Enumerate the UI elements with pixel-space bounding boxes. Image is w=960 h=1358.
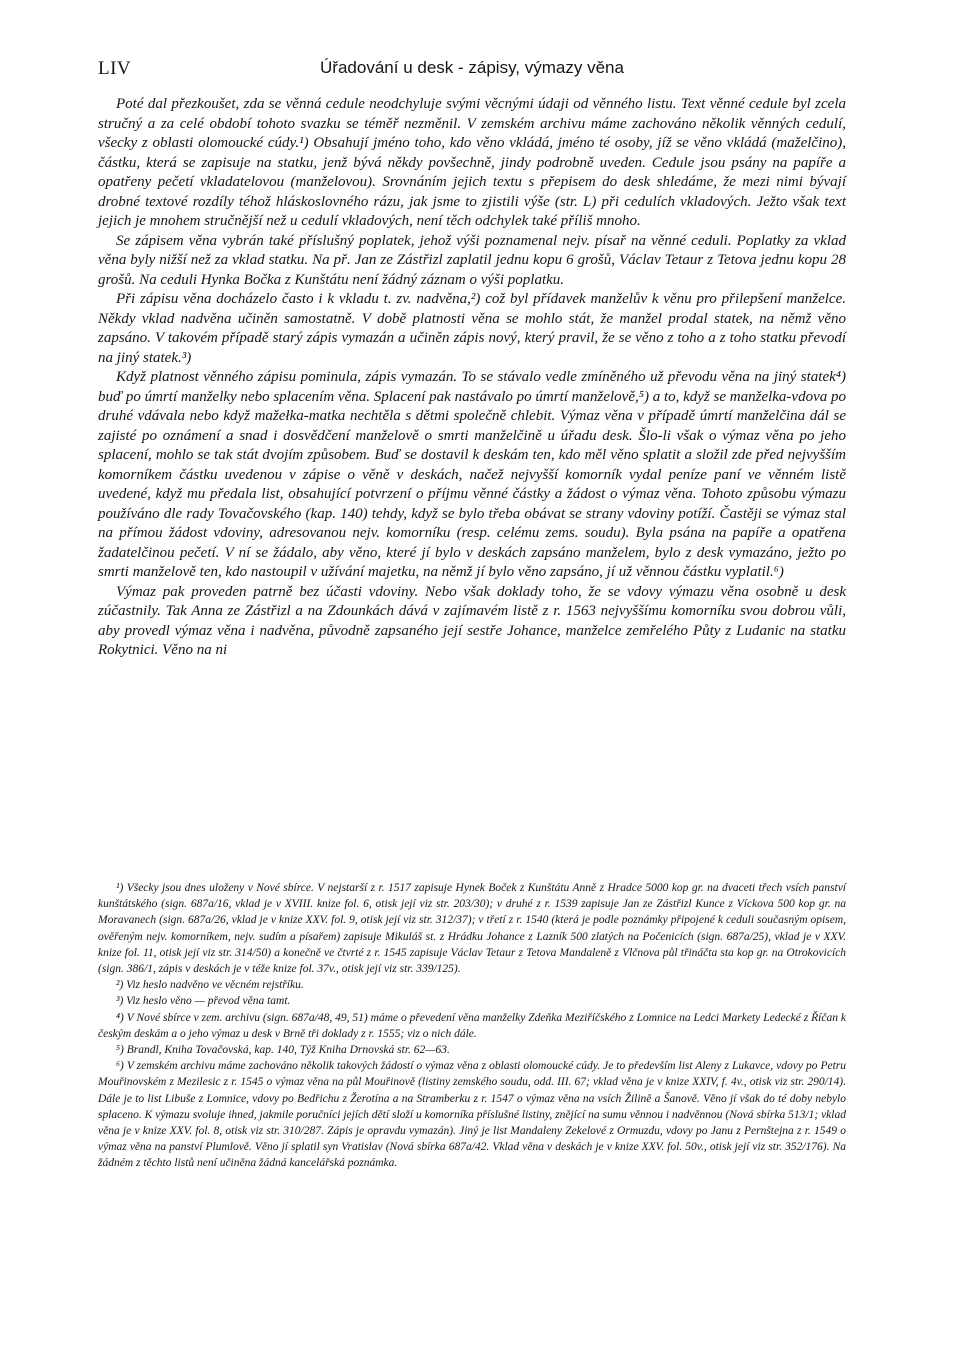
footnotes <box>98 880 846 1172</box>
page-number: LIV <box>98 58 132 79</box>
footnote: ⁶) V zemském archivu máme zachováno několik takových žádostí o výmaz věna z oblasti olomoucké cúdy. Je to především list Aleny z Lukavce, vdovy po Petru Mouřinovském z Mezilesic z r. 1545 o výmaz věna na půl Mouřinově (listiny zemského soudu, odd. III. 67; vklad věna je v knize XXIV, f. 4v., otisk viz str. 290/14). Dále je to list Libuše z Lomnice, vdovy po Bedřichu z Žerotína a na Stramberku z r. 1547 o výmaz věna na vsích Žilině a Šanově. Věno jí však do té doby nebylo splaceno. K výmazu svoluje ihned, jakmile poručníci jejích dětí složí u komorníka příslušné listiny, znějící na sumu věnnou i nadvěnnou (Nová sbírka 513/1; vklad věna je v knize XXV. fol. 8, otisk viz str. 310/287. Zápis je opravdu vymazán). Jiný je list Mandaleny Zekelové z Ormuzdu, vdovy po Janu z Pernštejna z r. 1549 o výmaz věna na panství Plumlově. Věno jí splatil syn Vratislav (Nová sbírka 687a/42. Vklad věna v deskách je v knize XXV. fol. 50v., otisk její viz str. 352/176). Na žádném z těchto listů není učiněna žádná kancelářská poznámka. <box>98 1060 846 1170</box>
main-text <box>98 95 846 661</box>
paragraph: Při zápisu věna docházelo často i k vkladu t. zv. nadvěna,²) což byl přídavek manželův k věnu pro přilepšení manželce. Někdy vklad nadvěna učiněn samostatně. V době platnosti věna se mohlo stát, že manžel prodal statek, na němž věno zapsáno. V takovém případě starý zápis vymazán a učiněn zápis nový, který pravil, že se věno z toho a z toho statku převodí na jiný statek.³) <box>98 291 846 366</box>
page-header <box>98 58 846 82</box>
paragraph: Když platnost věnného zápisu pominula, zápis vymazán. To se stávalo vedle zmíněného už převodu věna na jiný statek⁴) buď po úmrtí manželky nebo splacením věna. Splacení pak nastávalo po úmrtí manželově,⁵) a to, když se manželka-vdova po druhé vdávala nebo když mažełka-matka nechtěla s dětmi společně chlebit. Výmaz věna v případě úmrtí manželčina dál se zajisté po oznámení a snad i dosvědčení manželově o smrti manželčině u úřadu desk. Šlo-li však o výmaz věna po jeho splacení, mohlo se tak stát dvojím způsobem. Buď se dostavil k deskám ten, kdo měl věno splatit a složil zde před nejvyšším komorníkem částku uvedenou v zápise o věně v deskách, načež nejvyšší komorník vydal peníze paní ve věnném listě uvedené, když mu předala list, obsahující potvrzení o příjmu věnné částky a žádost o výmaz věna. Tohoto způsobu výmazu používáno dle rady Tovačovského (kap. 140) tehdy, když se bylo třeba obávat se strany vdoviny potíží. Častěji se výmaz stal na přímou žádost vdoviny, adresovanou nejv. komorníku (resp. celému zems. soudu). Byla psána na papíře a opatřena žadatelčinou pečetí. V ní se žádalo, aby věno, které jí bylo v deskách zapsáno manželem, bylo z desk vymazáno, ježto po smrti manželově ten, kdo nastoupil v užívání majetku, na němž jí bylo věno zapsáno, jí už věnnou částku vyplatil.⁶) <box>98 369 846 580</box>
paragraph: Výmaz pak proveden patrně bez účasti vdoviny. Nebo však doklady toho, že se vdovy výmazu věna osobně u desk zúčastnily. Tak Anna ze Zástřizl a na Zdounkách dává v zajímavém listě z r. 1563 nejvyššímu komorníku svou dobrou vůli, aby provedl výmaz věna i nadvěna, původně zapsaného její sestře Johance, manželce zemřelého Půty z Ludanic na statku Rokytnici. Věno na ni <box>98 583 846 658</box>
footnote: ¹) Všecky jsou dnes uloženy v Nové sbírce. V nejstarší z r. 1517 zapisuje Hynek Boček z Kunštátu Anně z Hradce 5000 kop gr. na dvaceti třech vsích panství kunštátského (sign. 687a/16, vklad je v XVIII. knize fol. 6, otisk její viz str. 203/30); v druhé z r. 1539 zapisuje Jan ze Zástřizl Kunce z Víckova 500 kop gr. na Moravanech (sign. 687a/26, vklad je v knize XXV. fol. 9, otisk její viz str. 312/37); v třetí z r. 1540 (která je podle poznámky připojené k ceduli současným opisem, ověřeným nejv. komorníkem, nejv. sudím a písařem) zapisuje Mikuláš st. z Hrádku Johance z Lazník 500 zlatých na Počenicích (sign. 687a/25), vklad je v XXV. knize fol. 11, otisk její viz str. 314/50) a konečně ve čtvrté z r. 1545 zapisuje Václav Tetaur z Tetova Mandaleně z Vlčnova půl třináčta sta kop gr. na Otrokovicích (sign. 386/1, zápis v deskách je v téže knize fol. 37v., otisk její viz str. 339/125). <box>98 882 846 976</box>
footnote: ⁵) Brandl, Kniha Tovačovská, kap. 140, Týž Kniha Drnovská str. 62—63. <box>116 1044 450 1057</box>
running-title: Úřadování u desk - zápisy, výmazy věna <box>320 58 624 77</box>
paragraph: Se zápisem věna vybrán také příslušný poplatek, jehož výši poznamenal nejv. písař na věnné ceduli. Poplatky za vklad věna byly nižší než za vklad statku. Na př. Jan ze Zástřizl zaplatil jednu kopu 6 grošů, Václav Tetaur z Tetova jednu kopu 28 grošů. Na ceduli Hynka Bočka z Kunštátu není žádný záznam o výši poplatku. <box>98 232 846 288</box>
footnote: ⁴) V Nové sbírce v zem. archivu (sign. 687a/48, 49, 51) máme o převedení věna manželky Zdeňka Meziříčského z Lomnice na Ledci Markety Ledecké z Říčan k českým deskám a o jeho výmaz u desk v Brně tři doklady z r. 1555; viz o nich dále. <box>98 1011 846 1040</box>
paragraph: Poté dal přezkoušet, zda se věnná cedule neodchyluje svými věcnými údaji od věnného listu. Text věnné cedule byl zcela stručný a za celé období tohoto svazku se téměř nezměnil. V zemském archivu máme zachováno několik věnných cedulí, všecky z oblasti olomoucké cúdy.¹) Obsahují jméno toho, kdo věno vkládá, jméno té osoby, jíž se věno vkládá (maželčino), částku, která se zapisuje na statku, jenž bývá někdy povšechně, jindy podrobně uveden. Cedule jsou psány na papíře a opatřeny pečetí vkladatelovou (manželovou). Srovnáním jejich textu s přepisem do desk shledáme, že mezi nimi bývají drobné textové rozdíly téhož hláskoslovného rázu, jak jsme to zjistili výše (str. L) při cedulích vkladových. Ježto však text jejich je mnohem stručnější než u cedulí vkladových, není těch odchylek také příliš mnoho. <box>98 96 846 229</box>
footnote: ²) Viz heslo nadvěno ve věcném rejstříku. <box>116 979 304 992</box>
footnote: ³) Viz heslo věno — převod věna tamt. <box>116 995 291 1008</box>
